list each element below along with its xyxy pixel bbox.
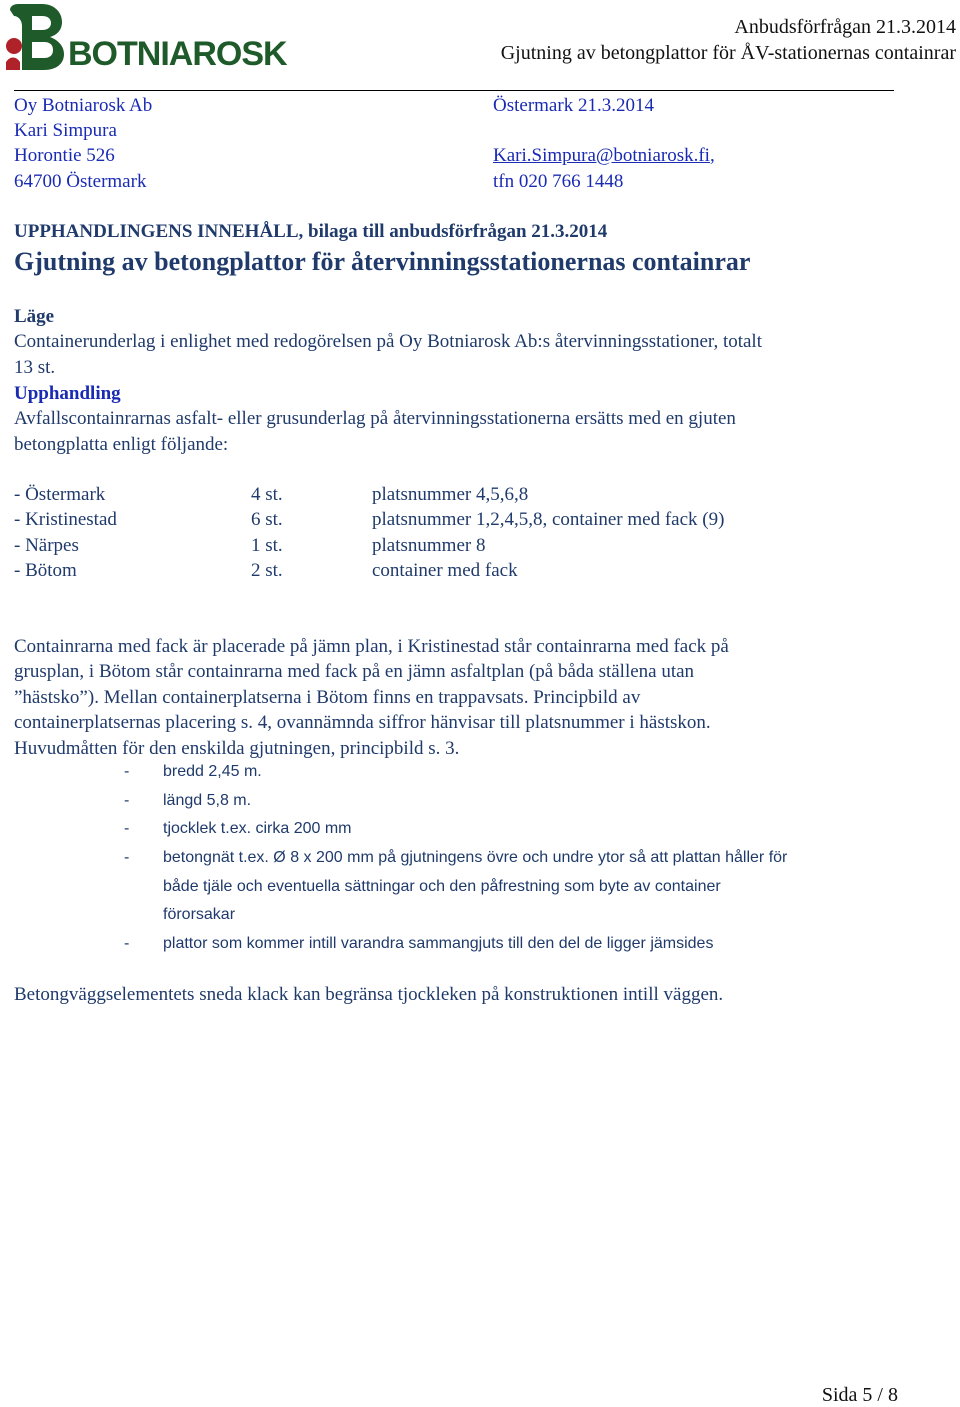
header-rule [14, 90, 894, 91]
location-place: - Kristinestad [14, 509, 117, 530]
place-date: Östermark 21.3.2014 [493, 95, 654, 116]
body-line-5: Huvudmåtten för den enskilda gjutningen, principbild s. 3. [14, 738, 460, 759]
location-count: 4 st. [251, 484, 283, 505]
dim-length: längd 5,8 m. [163, 792, 252, 809]
upphandling-line-1: Avfallscontainrarnas asfalt- eller grusunderlag på återvinningsstationerna ersätts med en gjuten [14, 408, 736, 429]
lage-label: Läge [14, 306, 55, 327]
lage-line-2: 13 st. [14, 357, 56, 378]
list-dash: - [124, 820, 130, 837]
upphandling-line-2: betongplatta enligt följande: [14, 434, 229, 455]
location-detail: platsnummer 1,2,4,5,8, container med fack (9) [372, 509, 725, 530]
location-count: 1 st. [251, 535, 283, 556]
sender-person: Kari Simpura [14, 120, 117, 141]
body-line-1: Containrarna med fack är placerade på jämn plan, i Kristinestad står containrarna med fack på [14, 636, 729, 657]
closing-text: Betongväggselementets sneda klack kan begränsa tjockleken på konstruktionen intill väggen. [14, 984, 724, 1005]
location-place: - Bötom [14, 560, 77, 581]
sender-street: Horontie 526 [14, 145, 115, 166]
botniarosk-logo [2, 2, 287, 73]
email-line [493, 143, 715, 168]
dim-rebar-line-2: både tjäle och eventuella sättningar och den påfrestning som byte av container [163, 878, 721, 895]
section-heading: UPPHANDLINGENS INNEHÅLL, bilaga till anbudsförfrågan 21.3.2014 [14, 221, 608, 242]
dim-rebar-line-1: betongnät t.ex. Ø 8 x 200 mm på gjutningens övre och undre ytor så att plattan håller för [163, 849, 788, 866]
upphandling-label: Upphandling [14, 383, 121, 404]
sender-postal: 64700 Östermark [14, 171, 147, 192]
body-line-2: grusplan, i Bötom står containrarna med fack på en jämn asfaltplan (på båda ställena utan [14, 661, 695, 682]
phone: tfn 020 766 1448 [493, 171, 624, 192]
doc-title: Anbudsförfrågan 21.3.2014 [734, 16, 956, 38]
email-suffix: , [709, 145, 715, 166]
dim-thickness: tjocklek t.ex. cirka 200 mm [163, 820, 352, 837]
sender-company: Oy Botniarosk Ab [14, 95, 153, 116]
body-line-3: ”hästsko”). Mellan containerplatserna i Bötom finns en trappavsats. Principbild av [14, 687, 641, 708]
section-title: Gjutning av betongplattor för återvinningsstationernas containrar [14, 247, 751, 276]
page-number: Sida 5 / 8 [821, 1384, 898, 1406]
list-dash: - [124, 935, 130, 952]
location-detail: container med fack [372, 560, 518, 581]
body-line-4: containerplatsernas placering s. 4, ovannämnda siffror hänvisar till platsnummer i hästskon. [14, 712, 711, 733]
location-detail: platsnummer 8 [372, 535, 486, 556]
email-link[interactable]: Kari.Simpura@botniarosk.fi [493, 145, 710, 166]
dim-width: bredd 2,45 m. [163, 763, 262, 780]
lage-line-1: Containerunderlag i enlighet med redogörelsen på Oy Botniarosk Ab:s återvinningsstationer, totalt [14, 331, 762, 352]
list-dash: - [124, 763, 130, 780]
location-place: - Östermark [14, 484, 106, 505]
list-dash: - [124, 849, 130, 866]
doc-subtitle: Gjutning av betongplattor för ÅV-stationernas containrar [500, 42, 956, 64]
dim-joining: plattor som kommer intill varandra sammangjuts till den del de ligger jämsides [163, 935, 714, 952]
location-count: 6 st. [251, 509, 283, 530]
location-count: 2 st. [251, 560, 283, 581]
logo-text: BOTNIAROSK [68, 35, 287, 73]
list-dash: - [124, 792, 130, 809]
location-place: - Närpes [14, 535, 79, 556]
logo-icon [2, 2, 287, 73]
dim-rebar-line-3: förorsakar [163, 906, 236, 923]
location-detail: platsnummer 4,5,6,8 [372, 484, 529, 505]
